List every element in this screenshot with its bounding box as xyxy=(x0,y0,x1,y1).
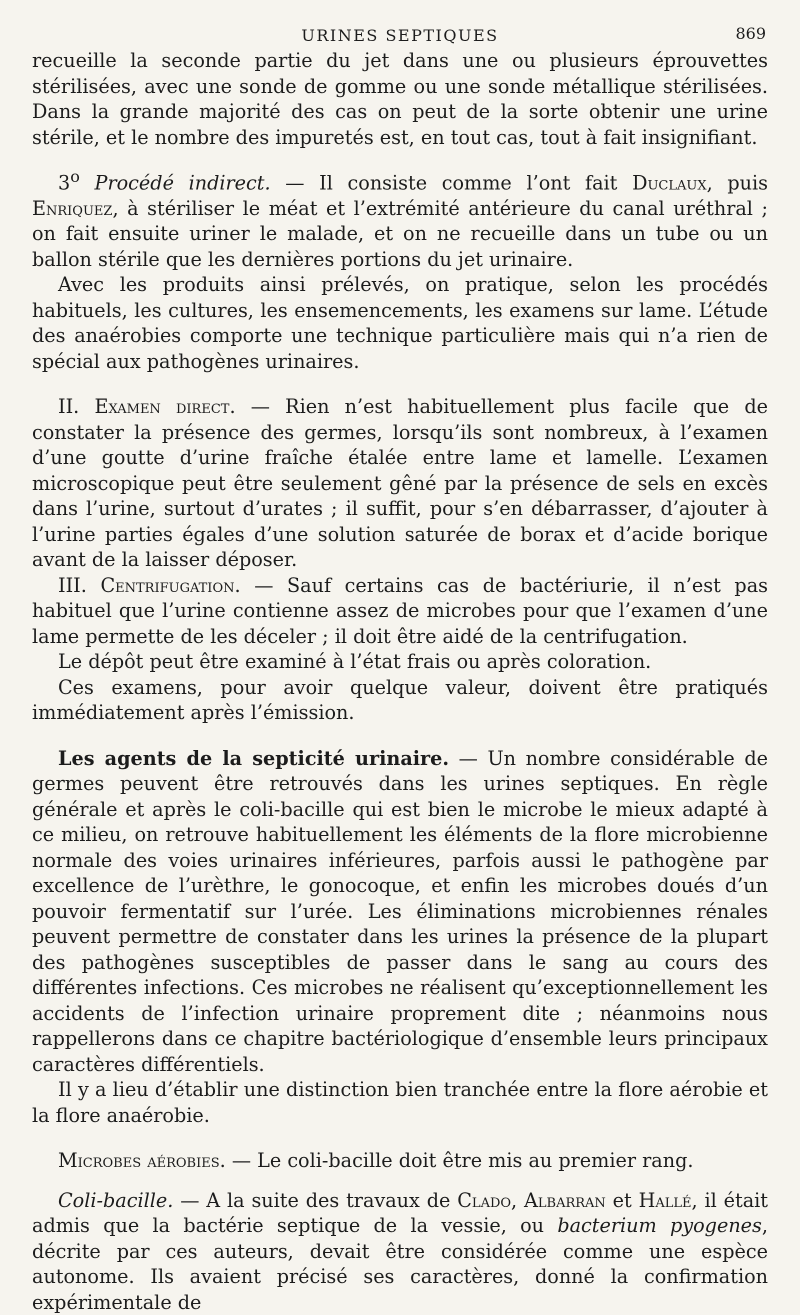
paragraph: Le dépôt peut être examiné à l’état frais ou après coloration. xyxy=(58,650,652,674)
latin-term: bacterium pyogenes xyxy=(557,1214,762,1238)
paragraph-procede-indirect: 3$^o$ Procédé indirect. — Il consiste comme l’ont fait Duclaux, puis Enriquez, à stériliser le méat et l’extrémité antérieure du canal uréthral ; on fait ensuite uriner le malade, et on ne recueille dans un tube ou un ballon stérile que les dernières portions du jet urinaire. xyxy=(32,167,768,271)
author-name: Albarran xyxy=(524,1188,606,1212)
paragraph-centrifugation: III. Centrifugation. — Sauf certains cas de bactériurie, il n’est pas habituel que l’urine contienne assez de microbes pour que l’examen d’une lame permette de les déceler ; il doit être aidé de la centrifugation. xyxy=(32,573,768,648)
running-head: URINES SEPTIQUES xyxy=(301,26,499,45)
paragraph-examen-direct: II. Examen direct. — Rien n’est habituellement plus facile que de constater la présence des germes, lorsqu’ils sont nombreux, à l’examen d’une goutte d’urine fraîche étalée entre lame et lamelle. L’examen microscopique peut être seulement gêné par la présence de sels en excès dans l’urine, surtout d’urates ; il suffit, pour s’en débarrasser, d’ajouter à l’urine parties égales d’une solution saturée de borax et d’acide borique avant de la laisser déposer. xyxy=(32,395,768,572)
paragraph-continuation: recueille la seconde partie du jet dans une ou plusieurs éprouvettes stérilisées, avec une sonde de gomme ou une sonde métallique stérilisées. Dans la grande majorité des cas on peut de la sorte obtenir une urine stérile, et le nombre des impuretés est, en tout cas, tout à fait insignifiant. xyxy=(32,49,768,149)
page-body xyxy=(32,48,768,1315)
item-number-ordinal: o xyxy=(70,167,80,186)
author-name: Enriquez xyxy=(32,196,113,220)
author-name: Hallé xyxy=(638,1188,692,1212)
section-heading: III. Centrifugation. xyxy=(58,573,241,597)
paragraph-microbes-aerobies: Microbes aérobies. — Le coli-bacille doit être mis au premier rang. xyxy=(58,1149,694,1173)
paragraph: Avec les produits ainsi prélevés, on pratique, selon les procédés habituels, les cultures, les ensemencements, les examens sur lame. L’étude des anaérobies comporte une technique particulière mais qui n’a rien de spécial aux pathogènes urinaires. xyxy=(32,273,768,373)
page-header xyxy=(32,0,768,48)
section-heading-bold: Les agents de la septicité urinaire. xyxy=(58,746,450,770)
paragraph: Ces examens, pour avoir quelque valeur, doivent être pratiqués immédiatement après l’émission. xyxy=(32,675,768,725)
paragraph-coli-bacille: Coli-bacille. — A la suite des travaux de Clado, Albarran et Hallé, il était admis que la bactérie septique de la vessie, ou bacterium pyogenes, décrite par ces auteurs, devait être considérée comme une espèce autonome. Ils avaient précisé ses caractères, donné la confirmation expérimentale de xyxy=(32,1188,768,1314)
subsection-title: Procédé indirect. xyxy=(94,171,271,195)
author-name: Duclaux xyxy=(632,171,707,195)
section-heading: Microbes aérobies. xyxy=(58,1149,226,1173)
paragraph-agents-septicite: Les agents de la septicité urinaire. — Un nombre considérable de germes peuvent être retrouvés dans les urines septiques. En règle générale et après le coli-bacille qui est bien le microbe le mieux adapté à ce milieu, on retrouve habituellement les éléments de la flore microbienne normale des voies urinaires inférieures, parfois aussi le pathogène par excellence de l’urèthre, le gonocoque, et enfin les microbes doués d’un pouvoir fermentatif sur l’urée. Les éliminations microbiennes rénales peuvent permettre de constater dans les urines la présence de la plupart des pathogènes susceptibles de passer dans le sang au cours des différentes infections. Ces microbes ne réalisent qu’exceptionnellement les accidents de l’infection urinaire proprement dite ; néanmoins nous rappellerons dans ce chapitre bactériologique d’ensemble leurs principaux caractères différentiels. xyxy=(32,746,768,1076)
author-name: Clado xyxy=(457,1188,512,1212)
page-number: 869 xyxy=(735,24,766,43)
paragraph: Il y a lieu d’établir une distinction bien tranchée entre la flore aérobie et la flore anaérobie. xyxy=(32,1078,768,1127)
section-heading: II. Examen direct. xyxy=(58,395,236,419)
item-number: 3 xyxy=(58,171,71,195)
subsection-title: Coli-bacille. xyxy=(58,1188,174,1212)
